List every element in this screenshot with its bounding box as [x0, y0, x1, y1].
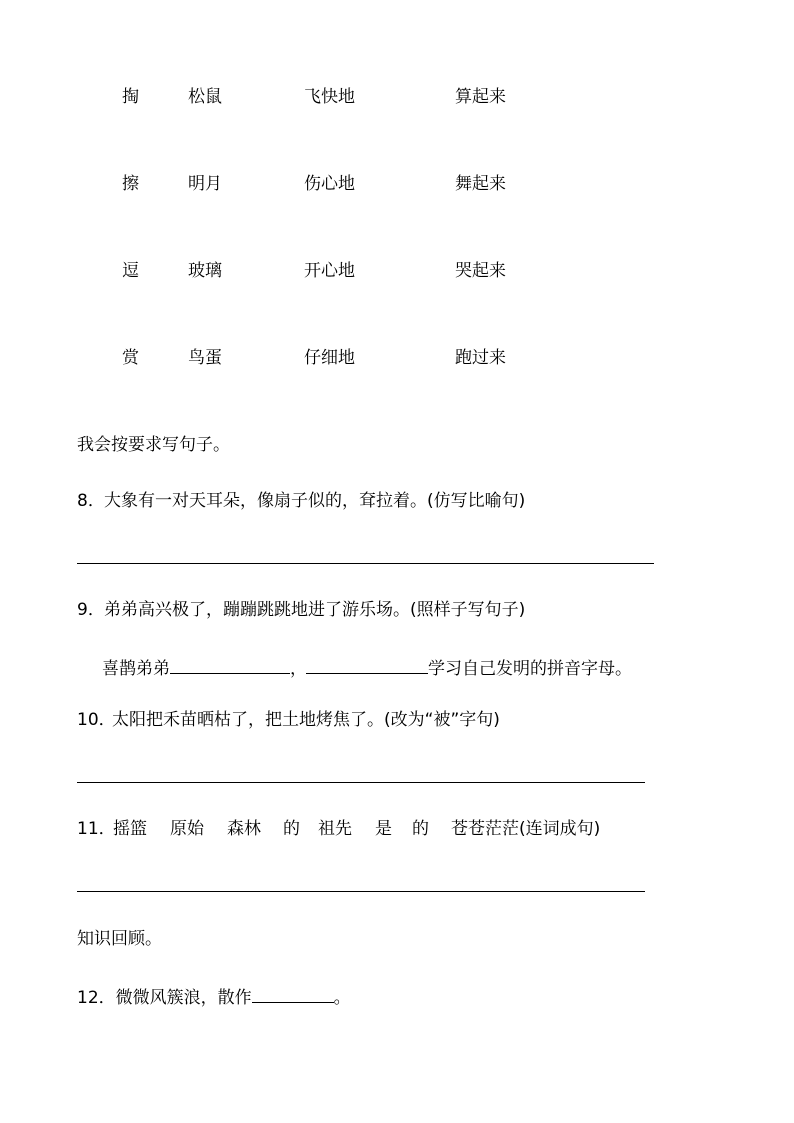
word-cell: 玻璃 — [188, 261, 222, 281]
word-cell: 仔细地 — [304, 348, 355, 368]
word-cell: 逗 — [122, 261, 139, 281]
question-number: 9． — [77, 600, 105, 620]
question-text: 太阳把禾苗晒枯了，把土地烤焦了。(改为“被”字句) — [112, 710, 500, 730]
word-tile: 原始 — [170, 819, 204, 839]
question-number: 12． — [77, 988, 116, 1008]
section-heading-sentences: 我会按要求写句子。 — [77, 435, 230, 455]
word-tile: 摇篮 — [113, 819, 147, 839]
answer-line[interactable] — [77, 782, 645, 783]
word-cell: 伤心地 — [304, 174, 355, 194]
word-cell: 哭起来 — [455, 261, 506, 281]
word-tile: 的 — [412, 819, 429, 839]
word-tile: 祖先 — [318, 819, 352, 839]
answer-line[interactable] — [77, 891, 645, 892]
question-12 — [77, 984, 351, 1009]
question-number: 8． — [77, 491, 105, 511]
word-cell: 明月 — [188, 174, 222, 194]
word-cell: 鸟蛋 — [188, 348, 222, 368]
fill-sentence — [102, 655, 632, 680]
question-number: 10． — [77, 710, 116, 730]
fill-prefix: 喜鹊弟弟 — [102, 659, 170, 679]
word-cell: 松鼠 — [188, 87, 222, 107]
fill-blank-2[interactable] — [306, 655, 428, 674]
question-number: 11． — [77, 819, 116, 839]
word-tile: 苍苍茫茫(连词成句) — [451, 819, 601, 839]
word-cell: 舞起来 — [455, 174, 506, 194]
question-text: 大象有一对天耳朵，像扇子似的，耷拉着。(仿写比喻句) — [104, 491, 526, 511]
question-text-before: 微微风簇浪，散作 — [115, 988, 252, 1008]
word-cell: 擦 — [122, 174, 139, 194]
word-cell: 赏 — [122, 348, 139, 368]
word-tile: 的 — [283, 819, 300, 839]
question-text-after: 。 — [333, 988, 351, 1008]
word-cell: 掏 — [122, 87, 139, 107]
fill-blank-1[interactable] — [170, 655, 290, 674]
answer-line[interactable] — [77, 563, 654, 564]
word-cell: 飞快地 — [304, 87, 355, 107]
section-heading-review: 知识回顾。 — [77, 929, 162, 949]
fill-blank[interactable] — [252, 984, 334, 1003]
word-tile: 是 — [375, 819, 392, 839]
word-cell: 跑过来 — [455, 348, 506, 368]
word-tile: 森林 — [227, 819, 261, 839]
fill-comma: ， — [290, 659, 307, 679]
question-text: 弟弟高兴极了，蹦蹦跳跳地进了游乐场。(照样子写句子) — [104, 600, 526, 620]
word-cell: 开心地 — [304, 261, 355, 281]
fill-suffix: 学习自己发明的拼音字母。 — [428, 659, 632, 679]
word-cell: 算起来 — [455, 87, 506, 107]
